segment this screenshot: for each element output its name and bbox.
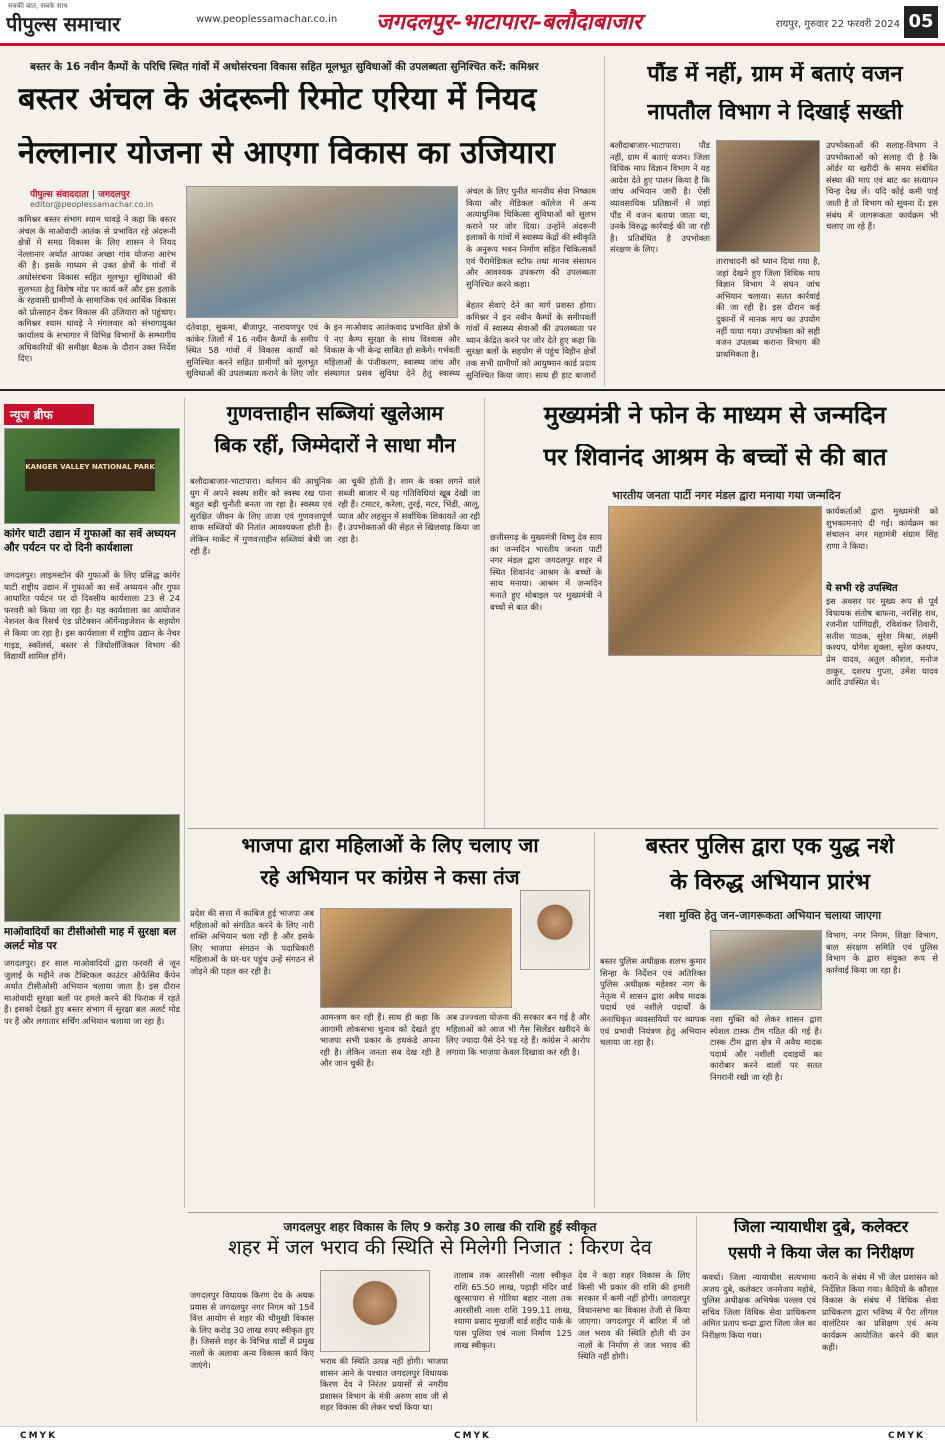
newspaper-logo (6, 2, 186, 42)
column-divider (184, 398, 185, 1208)
veg-headline-line2: बिक रहीं, जिम्मेदारों ने साधा मौन (214, 434, 456, 457)
dateline: रायपुर, गुरुवार 22 फरवरी 2024 (775, 19, 900, 30)
cm-birthday-photo (608, 506, 822, 656)
cm-side-text: कार्यकर्ताओं द्वारा मुख्यमंत्री को शुभकामनाएं दी गईं। कार्यक्रम का संचालन नगर महामंत्री संग्राम सिंह राणा ने किया। (826, 506, 938, 551)
lead-byline: पीपुल्स संवाददाता | जगदलपुर (30, 190, 130, 200)
bjp-col3: अब उज्ज्वला योजना की सरकार बन गई है और महिलाओं को आज भी गैस सिलेंडर खरीदने के लिए ज्यादा पैसे देने पड़ रहे हैं। कांग्रेस ने आरोप लगाया कि भाजपा केवल दिखावा कर रही है। (446, 1012, 590, 1057)
weights-col1: बलौदाबाजार-भाटापारा। पौंड नहीं, ग्राम में बताएं वजन। जिला विधिक माप विज्ञान विभाग ने यह आदेश देते हुए पालन किया है कि जांच अभियान जारी है। ऐसी व्यावसायिक प्रतिष्ठानों में जहां पौंड में वजन बताया जाता था, उनके विरुद्ध कार्रवाई की जा रही है। प्रतिबंधित है उपभोक्ता संरक्षण के लिए। (610, 140, 710, 255)
weights-headline-line2: नापतौल विभाग ने दिखाई सख्ती (647, 100, 903, 125)
section-rule (188, 1212, 938, 1213)
lead-headline-line2: नेल्लानार योजना से आएगा विकास का उजियारा (18, 136, 556, 171)
lead-col5: बेहतर सेवाएं देने का मार्ग प्रशस्त होगा। कमिश्नर ने इन नवीन कैम्पों के समीपवर्ती गांवों में स्वास्थ्य सेवाओं की उपलब्धता पर ध्यान केंद्रित करने पर जोर देते हुए कहा कि सुरक्षा बलों के सहयोग से पहुंच विहीन क्षेत्रों तक सभी ग्रामीणों को आयुष्मान कार्ड प्रदाय सुनिश्चित किया जाए। साथ ही हाट बाजारों (466, 300, 596, 380)
police-col2: नशा मुक्ति को लेकर शासन द्वारा स्पेशल टास्क टीम गठित की गई है। टास्क टीम द्वारा क्षेत्र में अवैध मादक पदार्थ और नशीली दवाइयों का कारोबार करने वालों पर सतत निगरानी रखी जा रही है। (710, 1014, 822, 1083)
cmyk-mark-right: CMYK (887, 1431, 925, 1441)
edition-title: जगदलपुर-भाटापारा-बलौदाबाजार (376, 9, 642, 35)
website-url: www.peoplessamachar.co.in (196, 14, 338, 25)
lead-byline-name: पीपुल्स संवाददाता (30, 190, 89, 200)
brief-headline-2: माओवादियों का टीसीओसी माह में सुरक्षा बल अलर्ट मोड पर (4, 926, 177, 952)
cmyk-mark-center: CMYK (453, 1431, 492, 1441)
column-divider (484, 398, 485, 828)
jail-headline-line1: जिला न्यायाधीश दुबे, कलेक्टर (733, 1218, 909, 1236)
city-col4: देव ने कहा शहर विकास के लिए किसी भी प्रकार की राशि की हमारी सरकार में कमी नहीं होगी। जगदलपुर विधानसभा का विकास तेजी से किया जाएगा। जगदलपुर में बारिश में जो जल भराव की स्थिति होती थी उन नालों के निर्माण से जल भराव की स्थिति नहीं होगी। (578, 1270, 690, 1362)
brief-headline: कांगेर घाटी उद्यान में गुफाओं का सर्वे अध्ययन और पर्यटन पर दो दिनी कार्यशाला (4, 528, 176, 554)
column-divider (594, 832, 595, 1208)
city-headline: शहर में जल भराव की स्थिति से मिलेगी निजात : किरण देव (228, 1236, 652, 1259)
lead-col1: कमिश्नर बस्तर संभाग श्याम धावड़े ने कहा कि बस्तर अंचल के माओवादी आतंक से प्रभावित रहे अंदरूनी क्षेत्रों में समग्र विकास के लिए शासन ने नियद नेल्लानार अर्थात आपका अच्छा गांव योजना आरंभ की है। इसके माध्यम से उक्त क्षेत्रों के गांवों में अधोसंरचना विकास सहित मूलभूत सुविधाओं की सुलभता हेतु विशेष मोड पर कार्य करें और इस इलाके के रहवासी ग्रामीणों के सामाजिक एवं आर्थिक विकास को प्रोत्साहन देकर विकास की उजियारा को पहुंचाए। कमिश्नर श्याम धावड़े ने मंगलवार को संभागायुक्त कार्यालय के सभागार में विभिन्न विभागों के सम्भागीय अधिकारियों की समीक्षा बैठक के दौरान उक्त निर्देश दिए। (18, 214, 176, 364)
news-brief-tag: न्यूज ब्रीफ (4, 404, 94, 425)
brief-text: जगदलपुर। लाइमस्टोन की गुफाओं के लिए प्रसिद्ध कांगेर घाटी राष्ट्रीय उद्यान में गुफाओं का सर्वे अध्ययन और गुफा आधारित पर्यटन पर दो दिवसीय कार्यशाला 23 से 24 फरवरी को किया जा रहा है। यह कार्यशाला का आयोजन नेशनल केव रिसर्च एंड प्रोटेक्शन ऑर्गेनाइजेशन के सहयोग से किया जा रहा है। इस कार्यशाला में राष्ट्रीय उद्यान के नेचर गाइड, स्कॉलर्स, बस्तर से जियोलॉजिकल विभाग की विद्यार्थी शामिल होंगे। (4, 570, 180, 662)
lead-headline-line1: बस्तर अंचल के अंदरूनी रिमोट एरिया में नियद (18, 82, 537, 117)
lead-col3: के इन माओवाद आतंकवाद प्रभावित क्षेत्रों के पे नए कैम्प सुरक्षा के साथ विश्वास और विकास के भी केन्द्र साबित हो सकेंगे। गर्भवती महिलाओं के पंजीकरण, स्वास्थ्य जांच और संस्थागत प्रसव सुविधा देने हेतु स्वास्थ्य (324, 322, 460, 379)
lead-col2: दंतेवाड़ा, सुकमा, बीजापुर, नारायणपुर एवं कांकेर जिलों में 16 नवीन कैम्पों के समीप स्थित 58 गांवों में विकास कार्यों को सुनिश्चित करने सहित ग्रामीणों को मूलभूत सुविधाओं की उपलब्धता कराने के लिए जोर (186, 322, 318, 379)
veg-col1: बलौदाबाजार-भाटापारा। वर्तमान की आधुनिक युग में अपने स्वस्थ शरीर को स्वस्थ रख पाना बहुत बड़ी चुनौती बनता जा रहा है। स्वस्थ्य एवं सुरक्षित जीवन के लिए ताजा एवं गुणवत्तापूर्ण शाक सब्जियों की नितांत आवश्यकता होती है। लेकिन मार्केट में गुणवत्ताहीन सब्जियां बेची जा रही हैं। (190, 476, 332, 556)
police-campaign-photo (710, 930, 822, 1010)
cm-headline-line1: मुख्यमंत्री ने फोन के माध्यम से जन्मदिन (543, 402, 887, 429)
city-col3: तालाब तक आरसीसी नाला स्वीकृत राशि 65.50 लाख, पहाड़ी मंदिर वार्ड खुरसापारा से गोरिया बहार नाला तक आरसीसी नाला राशि 199.11 लाख, श्यामा प्रसाद मुखर्जी वार्ड शहीद पार्क के पास पुलिया एवं नाला निर्माण 125 लाख स्वीकृत। (454, 1270, 572, 1350)
page-number: 05 (904, 6, 938, 38)
weights-photo (716, 140, 820, 252)
park-signboard: KANGER VALLEY NATIONAL PARK (25, 459, 155, 491)
police-col3: विभाग, नगर निगम, शिक्षा विभाग, बाल संरक्षण समिति एवं पुलिस विभाग के द्वारा संयुक्त रूप से कार्रवाई किया जा रहा है। (826, 930, 938, 975)
lead-col4: अंचल के लिए पुनीत मानवीय सेवा निष्काम किया और मेडिकल कॉलेज में अन्य अत्याधुनिक चिकित्सा सुविधाओं को सुलभ कराने पर जोर दिया। उन्होंने अंदरूनी इलाकों के गांवों में स्वास्थ्य केंद्रों की स्वीकृति के अनुरूप भवन निर्माण सहित चिकित्सकों एवं पैरामेडिकल स्टॉफ तथा मानव संसाधन और आवश्यक उपकरण की उपलब्धता सुनिश्चित करने कहा। (466, 186, 596, 289)
cmyk-mark-left: CMYK (20, 1431, 58, 1441)
jail-col2: कराने के संबंध में भी जेल प्रशासन को निर्देशित किया गया। कैदियों के कौशल विकास के संबंध में विधिक सेवा प्राधिकरण द्वारा भविष्य में पैरा लीगल वालंटियर का प्रशिक्षण एवं अन्य कार्यक्रम आयोजित करने की बात कही। (822, 1272, 938, 1352)
section-rule (0, 389, 945, 391)
city-col1: जगदलपुर विधायक किरण देव के अथक प्रयास से जगदलपुर नगर निगम को 15वें वित्त आयोग से शहर की चौमुखी विकास के लिए करोड़ 30 लाख रुपए स्वीकृत हुए हैं। जिससे शहर के विभिन्न वार्डों में प्रमुख नालों के अलावा अन्य विकास कार्य किए जाएंगे। (190, 1290, 314, 1370)
bjp-women-photo (320, 908, 512, 1008)
column-divider (604, 56, 605, 386)
color-registration-bar (0, 1426, 945, 1445)
section-rule (188, 828, 938, 829)
bjp-col2: आमन्त्रण कर रही हैं। साथ ही कहा कि आगामी लोकसभा चुनाव को देखते हुए भाजपा सभी प्रकार के हथकंडे अपना रही है। लेकिन जनता सब देख रही है और जान चुकी है। (320, 1012, 440, 1069)
cm-deck: भारतीय जनता पार्टी नगर मंडल द्वारा मनाया गया जन्मदिन (612, 489, 841, 502)
cm-attended-heading: ये सभी रहे उपस्थित (826, 583, 898, 594)
weights-col2: ताराचादनी को ध्यान दिया गया है, जहां देखने हुए जिला विधिक माप विज्ञान विभाग ने सघन जांच अभियान चलाया। सतत कार्रवाई की जा रही है। इस दौरान कई दुकानों में मानक माप का उपयोग नहीं पाया गया। उपभोक्ता को सही वजन उपलब्ध कराना विभाग की प्राथमिकता है। (716, 256, 820, 359)
lead-byline-place: जगदलपुर (98, 190, 130, 200)
brief-text-2: जगदलपुर। हर साल माओवादियों द्वारा फरवरी से जून जुलाई के महीने तक टैक्टिकल काउंटर ऑफेंसिव कैंपेन अर्थात टीसीओसी अभियान चलाया जाता है। इस दौरान माओवादी सुरक्षा बलों पर हमले करने की फिराक में रहते हैं। इसको देखते हुए बस्तर संभाग में सुरक्षा बल अलर्ट मोड पर हैं और लगातार सर्चिंग अभियान चलाया जा रहा है। (4, 958, 180, 1027)
police-headline-line1: बस्तर पुलिस द्वारा एक युद्ध नशे (645, 834, 895, 859)
kanger-park-photo (4, 428, 180, 524)
lead-meeting-photo (186, 186, 458, 318)
police-deck: नशा मुक्ति हेतु जन-जागरूकता अभियान चलाया जाएगा (658, 909, 882, 922)
cm-text: छत्तीसगढ़ के मुख्यमंत्री विष्णु देव साय का जन्मदिन भारतीय जनता पार्टी नगर मंडल द्वारा जगदलपुर शहर में स्थित शिवानंद आश्रम के बच्चों के साथ मनाया। आश्रम में जन्मदिन मनाते हुए मोबाइल पर मुख्यमंत्री ने बच्चों से बात की। (490, 532, 602, 612)
kiran-dev-portrait (320, 1270, 430, 1352)
veg-headline-line1: गुणवत्ताहीन सब्जियां खुलेआम (226, 402, 444, 425)
city-col2: भराव की स्थिति उत्पन्न नहीं होगी। भाजपा शासन आने के पश्चात जगदलपुर विधायक किरण देव ने निरंतर प्रयासों से नगरीय प्रशासन विभाग के मंत्री अरुण साव जी से शहर विकास की लेकर चर्चा किया था। (320, 1356, 448, 1413)
police-headline-line2: के विरुद्ध अभियान प्रारंभ (670, 870, 870, 895)
bjp-col1: प्रदेश की सत्ता में काबिज हुई भाजपा अब महिलाओं को संगठित करने के लिए नारी शक्ति अभियान चला रही है और इसके लिए भाजपा संगठन के पदाधिकारी महिलाओं के घर-घर पहुंच उन्हें संगठन से जोड़ने की पहल कर रही है। (190, 908, 314, 977)
weights-col3: उपभोक्ताओं की सलाह-विभाग ने उपभोक्ताओं को सलाह दी है कि ऑर्डर या खरीदी के समय संबंधित संस्था की माप एवं बाट का सत्यापन चिन्ह देख लें। यदि कोई कमी पाई जाती है तो विभाग को सूचना दें। इस संबंध में जागरूकता कार्यक्रम भी चलाए जा रहे हैं। (826, 140, 938, 232)
cm-headline-line2: पर शिवानंद आश्रम के बच्चों से की बात (543, 444, 887, 471)
logo-tagline: सबकी बात, सबके साथ (8, 2, 68, 10)
security-forces-photo (4, 814, 180, 922)
bjp-headline-line2: रहे अभियान पर कांग्रेस ने कसा तंज (260, 866, 520, 889)
jail-headline-line2: एसपी ने किया जेल का निरीक्षण (728, 1244, 914, 1262)
bjp-headline-line1: भाजपा द्वारा महिलाओं के लिए चलाए जा (241, 834, 539, 857)
masthead (0, 0, 945, 46)
jail-col1: कवर्धा। जिला न्यायाधीश सत्यभामा अजय दुबे, कलेक्टर जनमेजय महोबे, पुलिस अधीक्षक अभिषेक पल्लव एवं सचिव जिला विधिक सेवा प्राधिकरण अमित प्रताप चन्द्रा द्वारा जिला जेल का निरीक्षण किया गया। (702, 1272, 816, 1341)
column-divider (696, 1216, 697, 1422)
lead-email: editor@peoplessamachar.co.in (30, 200, 154, 209)
city-kicker: जगदलपुर शहर विकास के लिए 9 करोड़ 30 लाख की राशि हुई स्वीकृत (283, 1220, 597, 1234)
bjp-leader-portrait (520, 890, 590, 970)
police-col1: बस्तर पुलिस अधीक्षक शलभ कुमार सिन्हा के निर्देशन एवं अतिरिक्त पुलिस अधीक्षक महेश्वर नाग के नेतृत्व में शासन द्वारा अवैध मादक पदार्थ एवं नशीले पदार्थों के अनाधिकृत व्यवसायियों पर व्यापक एवं प्रभावी नियंत्रण हेतु अभियान चलाया जा रहा है। (600, 956, 706, 1048)
logo-text: पीपुल्स समाचार (6, 12, 121, 36)
lead-kicker: बस्तर के 16 नवीन कैम्पों के परिधि स्थित गांवों में अधोसंरचना विकास सहित मूलभूत सुविधाओं की उपलब्धता सुनिश्चित करें: कमिश्नर (30, 61, 539, 73)
veg-col2: आ चुकी होती है। शाम के वक्त लगने वाले सब्जी बाजार में यह गतिविधियां खूब देखी जा रही हैं। टमाटर, करेला, तुरई, मटर, भिंडी, आलू, प्याज और लहसुन में सर्वाधिक शिकायतें आ रही हैं। उपभोक्ताओं की सेहत से खिलवाड़ किया जा रहा है। (338, 476, 480, 545)
cm-attended-text: इस अवसर पर मुख्य रूप से पूर्व विधायक संतोष बाफना, नरसिंह राव, रजनीश पाणिग्रही, रविशंकर तिवारी, सतीश पाठक, सुरेश मिश्रा, लक्ष्मी कश्यप, योगेश शुक्ला, सुरेश कश्यप, प्रेम यादव, अतुल कौशल, मनोज ठाकुर, दशरथ गुप्ता, उमेश यादव आदि उपस्थित थे। (826, 596, 938, 688)
weights-headline-line1: पौंड में नहीं, ग्राम में बताएं वजन (647, 62, 903, 87)
